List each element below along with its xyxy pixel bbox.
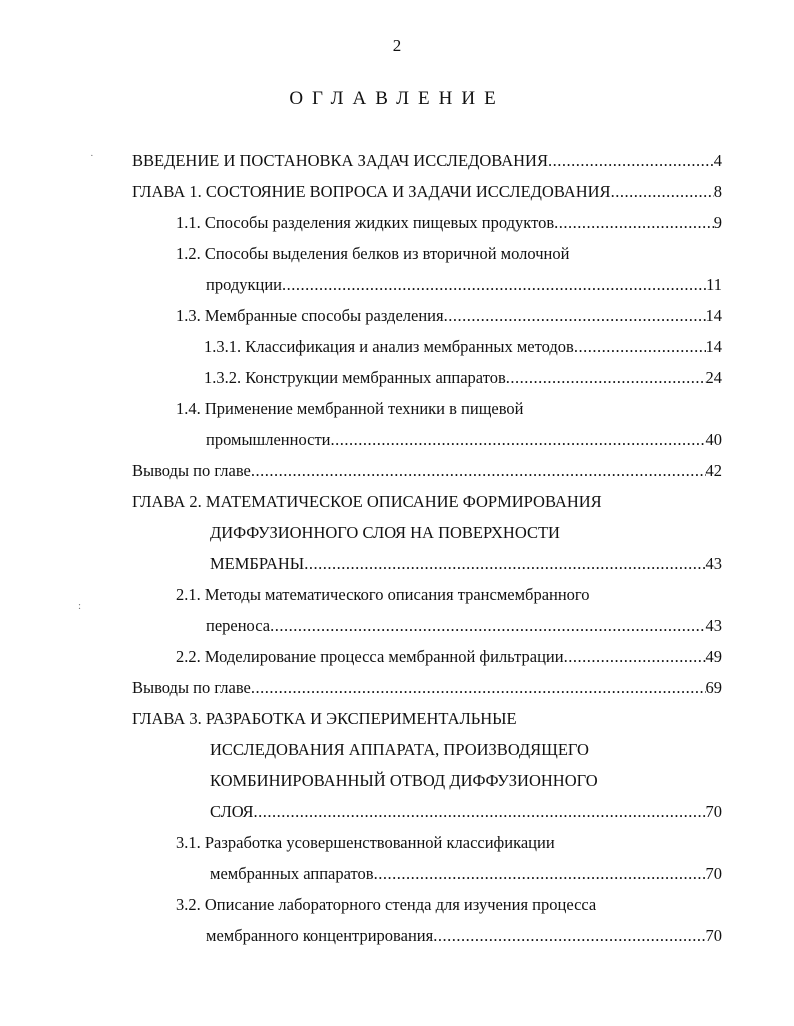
toc-entry-text: 1.2. Способы выделения белков из вторичной молочной [176,244,570,263]
toc-entry-page: 11 [706,275,722,294]
toc-entry-page: 70 [705,864,722,883]
toc-entry-conclusions-2 [132,675,722,701]
toc-leader-dots [611,179,714,205]
toc-entry-chapter-3 [132,706,722,732]
toc-entry-chapter-1 [132,179,722,205]
toc-entry-chapter-2-cont [210,551,722,577]
toc-entry-text: 1.1. Способы разделения жидких пищевых продуктов [176,213,555,232]
toc-leader-dots [444,303,706,329]
toc-leader-dots [574,334,706,360]
toc-entry-page: 49 [705,647,722,666]
toc-entry-text: 2.2. Моделирование процесса мембранной фильтрации [176,647,564,666]
toc-entry-text: СЛОЯ [210,802,254,821]
toc-entry-conclusions-1 [132,458,722,484]
toc-entry-text: продукции [206,275,283,294]
toc-entry-text: мембранного концентрирования [206,926,434,945]
toc-entry-page: 69 [705,678,722,697]
toc-entry-page: 8 [713,182,722,201]
toc-entry-section-1-2 [176,241,722,267]
toc-entry-section-1-4-cont [206,427,722,453]
toc-entry-text: мембранных аппаратов [210,864,374,883]
toc-entry-page: 70 [705,926,722,945]
toc-entry-page: 43 [705,554,722,573]
toc-entry-text: ГЛАВА 3. РАЗРАБОТКА И ЭКСПЕРИМЕНТАЛЬНЫЕ [132,709,517,728]
toc-entry-section-2-1 [176,582,722,608]
toc-leader-dots [564,644,706,670]
toc-entry-page: 40 [705,430,722,449]
toc-leader-dots [304,551,705,577]
toc-heading: ОГЛАВЛЕНИЕ [289,88,505,109]
toc-entry-section-1-3-1 [204,334,722,360]
toc-leader-dots [331,427,706,453]
toc-entry-section-1-4 [176,396,722,422]
toc-entry-section-1-1 [176,210,722,236]
toc-entry-text: 1.4. Применение мембранной техники в пищевой [176,399,524,418]
toc-entry-section-1-3 [176,303,722,329]
toc-entry-section-3-2-cont [206,923,722,949]
toc-entry-section-2-2 [176,644,722,670]
toc-leader-dots [251,458,706,484]
toc-leader-dots [548,148,714,174]
toc-entry-text: переноса [206,616,271,635]
toc-entry-text: ИССЛЕДОВАНИЯ АППАРАТА, ПРОИЗВОДЯЩЕГО [210,740,589,759]
toc-entry-page: 42 [705,461,722,480]
toc-entry-chapter-3-cont [210,737,722,763]
toc-entry-page: 14 [705,306,722,325]
toc-leader-dots [282,272,706,298]
toc-entry-text: 1.3. Мембранные способы разделения [176,306,444,325]
scan-mark: · [90,150,94,162]
toc-entry-text: ГЛАВА 1. СОСТОЯНИЕ ВОПРОСА И ЗАДАЧИ ИССЛЕДОВАНИЯ [132,182,611,201]
toc-entry-section-1-2-cont [206,272,722,298]
toc-entry-text: ВВЕДЕНИЕ И ПОСТАНОВКА ЗАДАЧ ИССЛЕДОВАНИЯ [132,151,548,170]
toc-entry-introduction [132,148,722,174]
toc-leader-dots [506,365,706,391]
toc-entry-section-3-1 [176,830,722,856]
toc-entry-text: 1.3.2. Конструкции мембранных аппаратов [204,368,506,387]
toc-entry-section-2-1-cont [206,613,722,639]
toc-entry-text: ГЛАВА 2. МАТЕМАТИЧЕСКОЕ ОПИСАНИЕ ФОРМИРОВАНИЯ [132,492,602,511]
toc-entry-chapter-3-cont [210,768,722,794]
toc-entry-text: промышленности [206,430,331,449]
toc-entry-chapter-3-cont [210,799,722,825]
toc-entry-text: 3.1. Разработка усовершенствованной классификации [176,833,555,852]
toc-entry-text: 2.1. Методы математического описания трансмембранного [176,585,590,604]
toc-leader-dots [254,799,706,825]
toc-entry-page: 9 [713,213,722,232]
toc-entry-text: 1.3.1. Классификация и анализ мембранных методов [204,337,574,356]
toc-entry-page: 14 [705,337,722,356]
toc-entry-chapter-2-cont [210,520,722,546]
toc-leader-dots [374,861,706,887]
toc-entry-section-1-3-2 [204,365,722,391]
toc-entry-text: ДИФФУЗИОННОГО СЛОЯ НА ПОВЕРХНОСТИ [210,523,560,542]
scan-mark: : [78,600,82,612]
page-number: 2 [392,36,402,55]
toc-entry-section-3-2 [176,892,722,918]
toc-entry-chapter-2 [132,489,722,515]
toc-entry-text: Выводы по главе [132,678,251,697]
toc-entry-page: 70 [705,802,722,821]
toc-entry-page: 24 [705,368,722,387]
toc-entry-text: МЕМБРАНЫ [210,554,305,573]
toc-leader-dots [270,613,705,639]
toc-leader-dots [433,923,705,949]
toc-entry-page: 4 [713,151,722,170]
toc-leader-dots [251,675,706,701]
toc-entry-text: Выводы по главе [132,461,251,480]
toc-entry-text: 3.2. Описание лабораторного стенда для изучения процесса [176,895,597,914]
toc-entry-page: 43 [705,616,722,635]
toc-leader-dots [554,210,714,236]
toc-entry-section-3-1-cont [210,861,722,887]
toc-entry-text: КОМБИНИРОВАННЫЙ ОТВОД ДИФФУЗИОННОГО [210,771,598,790]
